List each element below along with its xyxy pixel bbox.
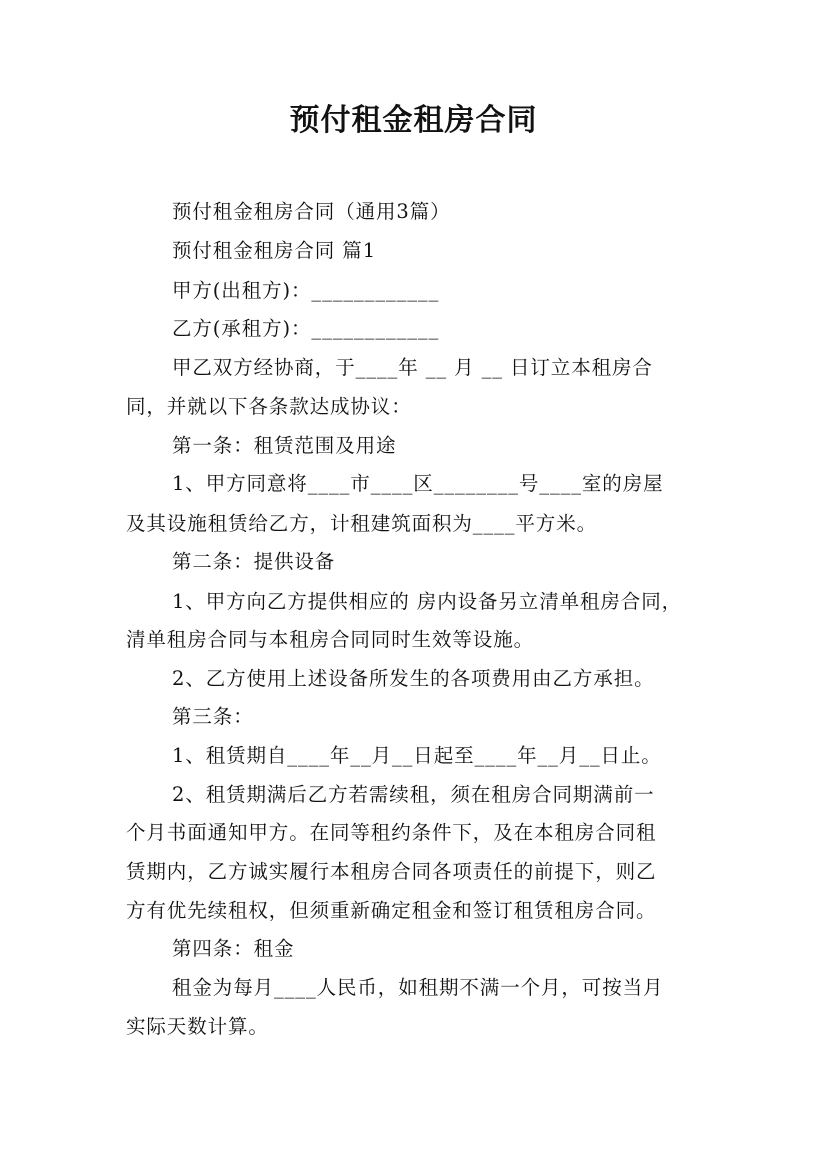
paragraph-line: 方有优先续租权，但须重新确定租金和签订租赁租房合同。 (126, 899, 657, 922)
section-heading: 第三条： (172, 705, 254, 728)
section-heading: 第二条：提供设备 (172, 550, 336, 573)
paragraph-line: 及其设施租赁给乙方，计租建筑面积为____平方米。 (126, 512, 598, 535)
paragraph-line: 乙方(承租方)：____________ (172, 317, 440, 340)
paragraph-line: 1、租赁期自____年__月__日起至____年__月__日止。 (172, 744, 662, 767)
paragraph-line: 甲方(出租方)：____________ (172, 279, 440, 302)
paragraph-line: 个月书面通知甲方。在同等租约条件下，及在本租房合同租 (126, 821, 657, 844)
paragraph-line: 赁期内，乙方诚实履行本租房合同各项责任的前提下，则乙 (126, 860, 657, 883)
paragraph-line: 1、甲方向乙方提供相应的 房内设备另立清单租房合同， (172, 590, 683, 613)
section-heading: 第一条：租赁范围及用途 (172, 434, 397, 457)
paragraph-line: 2、租赁期满后乙方若需续租，须在租房合同期满前一 (172, 783, 655, 806)
document-title: 预付租金租房合同 (289, 103, 538, 138)
paragraph-line: 预付租金租房合同 篇1 (172, 239, 377, 262)
paragraph-line: 租金为每月____人民币，如租期不满一个月，可按当月 (172, 976, 664, 999)
paragraph-line: 预付租金租房合同（通用3篇） (172, 200, 451, 223)
paragraph-line: 2、乙方使用上述设备所发生的各项费用由乙方承担。 (172, 667, 655, 690)
paragraph-line: 实际天数计算。 (126, 1015, 269, 1038)
paragraph-line: 1、甲方同意将____市____区________号____室的房屋 (172, 472, 664, 495)
paragraph-line: 甲乙双方经协商，于____年 __ 月 __ 日订立本租房合 (172, 356, 653, 379)
paragraph-line: 同，并就以下各条款达成协议： (126, 395, 412, 418)
paragraph-line: 清单租房合同与本租房合同同时生效等设施。 (126, 628, 535, 651)
section-heading: 第四条：租金 (172, 937, 295, 960)
